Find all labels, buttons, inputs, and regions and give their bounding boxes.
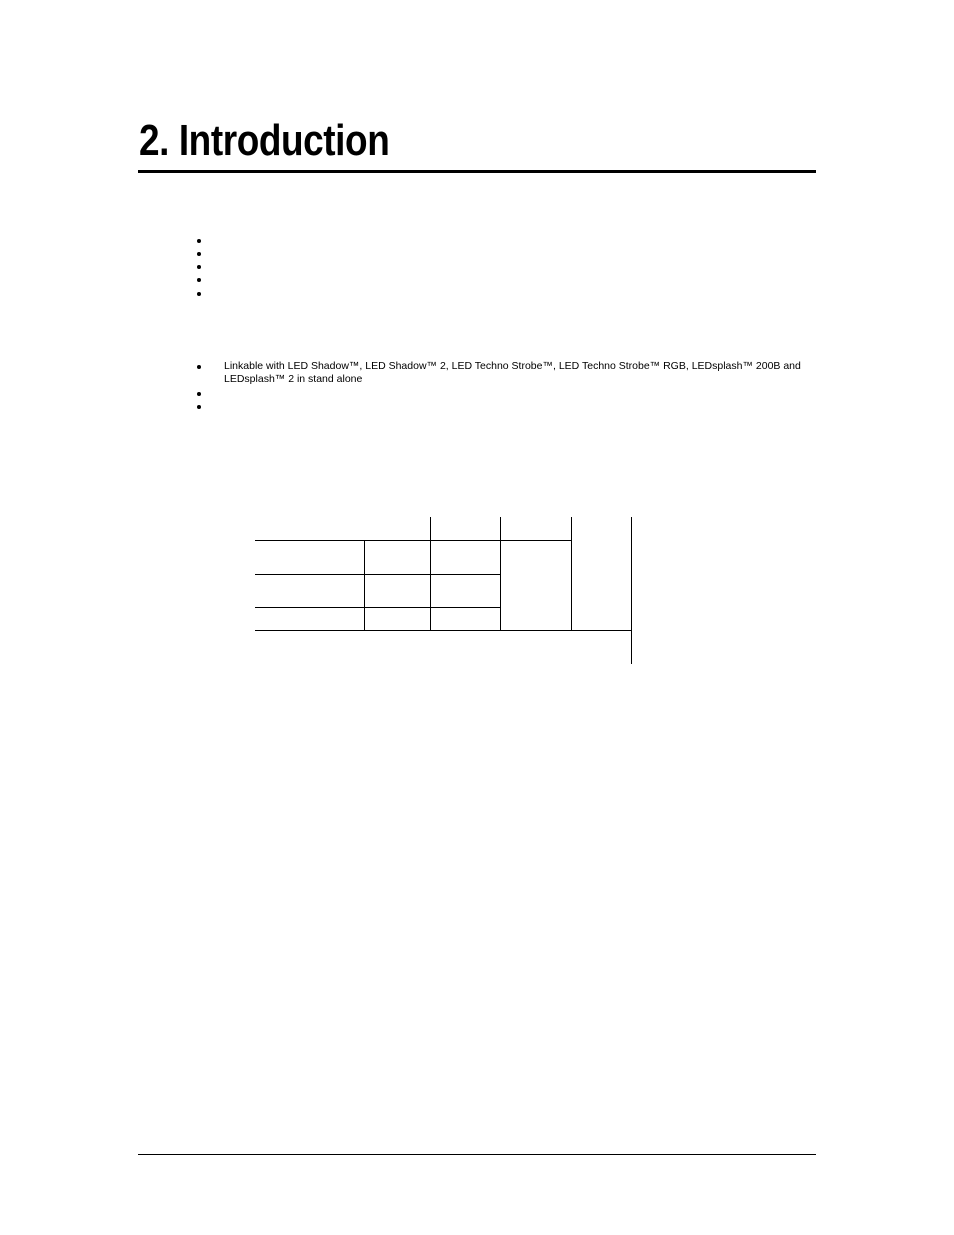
table-rule: [571, 517, 572, 630]
table-rule: [500, 517, 501, 630]
linkable-feature-text: Linkable with LED Shadow™, LED Shadow™ 2, LED Techno Strobe™, LED Techno Strobe™ RGB, LEDsplash™ 200B and LEDsplash™ 2 in stand alone: [224, 360, 801, 385]
table-rule: [364, 540, 365, 630]
bullet-marker: [197, 239, 201, 243]
table-rule: [255, 630, 631, 631]
bullet-marker: [197, 278, 201, 282]
bullet-marker: [197, 252, 201, 256]
footer-divider: [138, 1154, 816, 1155]
page-title: 2. Introduction: [139, 116, 390, 165]
table-rule: [255, 574, 500, 575]
table-rule: [430, 517, 431, 630]
table-rule: [255, 607, 500, 608]
bullet-marker: [197, 405, 201, 409]
title-divider: [138, 170, 816, 173]
table-rule: [500, 540, 571, 541]
bullet-marker: [197, 392, 201, 396]
table-rule: [631, 517, 632, 664]
bullet-marker: [197, 292, 201, 296]
bullet-marker: [197, 265, 201, 269]
table-rule: [255, 540, 500, 541]
bullet-marker: [197, 365, 201, 369]
